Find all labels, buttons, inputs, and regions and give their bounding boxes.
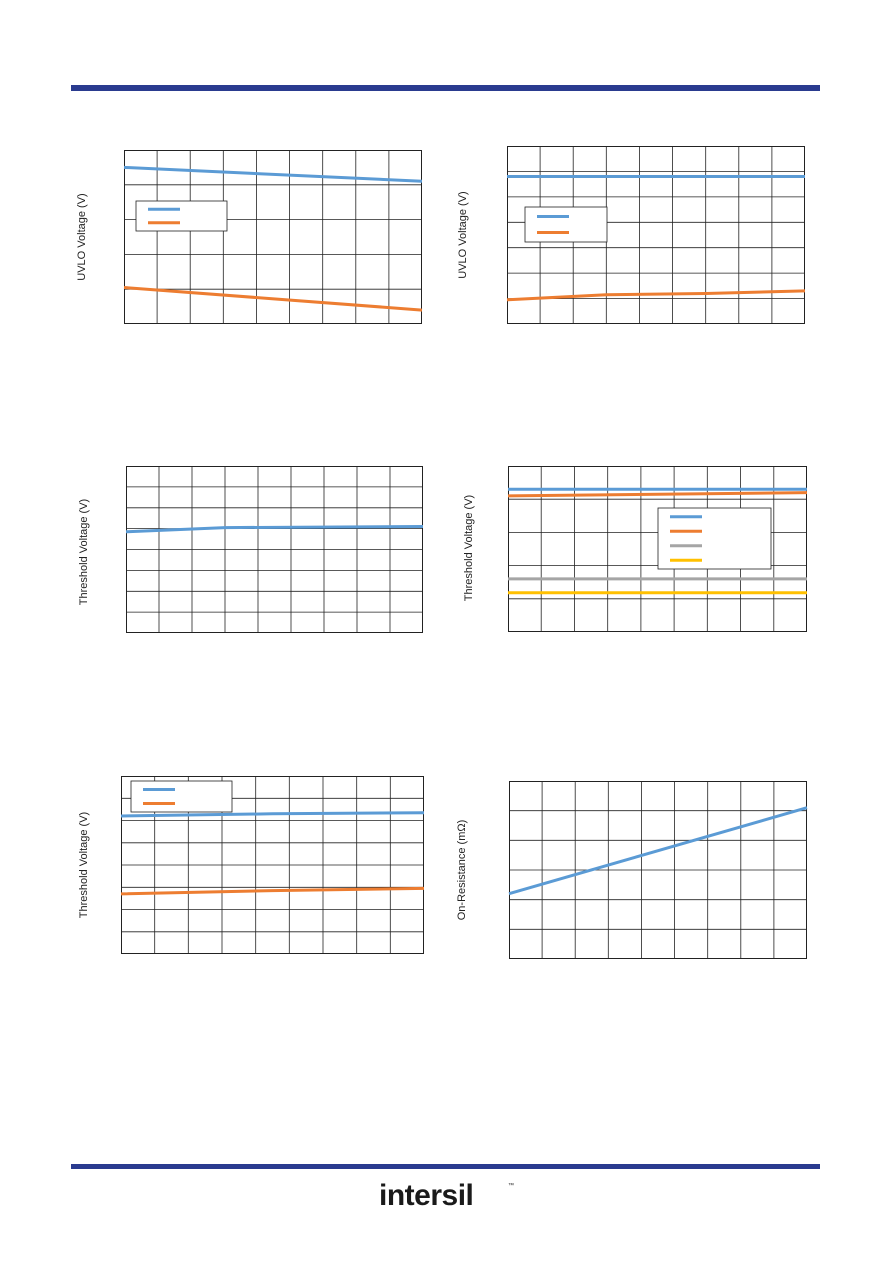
y-axis-label: Threshold Voltage (V) [463,494,475,602]
chart-svg [126,466,423,633]
intersil-logo [379,1177,519,1213]
chart-svg [121,776,424,954]
chart-uvlo-voltage-left [124,150,422,324]
chart-svg [507,146,805,324]
y-axis-label: UVLO Voltage (V) [457,191,469,279]
chart-svg [124,150,422,324]
top-rule [71,85,820,91]
y-axis-label: Threshold Voltage (V) [78,811,90,919]
series-line-blue [121,813,424,816]
series-line-blue [126,527,423,532]
chart-threshold-voltage-left-top [126,466,423,633]
svg-text:intersil: intersil [379,1179,474,1212]
chart-on-resistance [509,781,807,959]
legend-box [131,781,232,812]
chart-svg [508,466,807,632]
y-axis-label: UVLO Voltage (V) [76,193,88,281]
series-line-orange [508,493,807,496]
series-line-blue [124,167,422,181]
legend-box [525,207,607,242]
chart-threshold-voltage-left-bottom [121,776,424,954]
y-axis-label: Threshold Voltage (V) [78,498,90,606]
series-line-blue [509,808,807,894]
chart-threshold-voltage-right [508,466,807,632]
bottom-rule [71,1164,820,1169]
series-line-orange [124,288,422,311]
svg-text:™: ™ [508,1183,514,1189]
y-axis-label: On-Resistance (mΩ) [456,819,468,921]
chart-svg [509,781,807,959]
legend-box [136,201,227,231]
chart-uvlo-voltage-right [507,146,805,324]
series-line-orange [121,888,424,894]
